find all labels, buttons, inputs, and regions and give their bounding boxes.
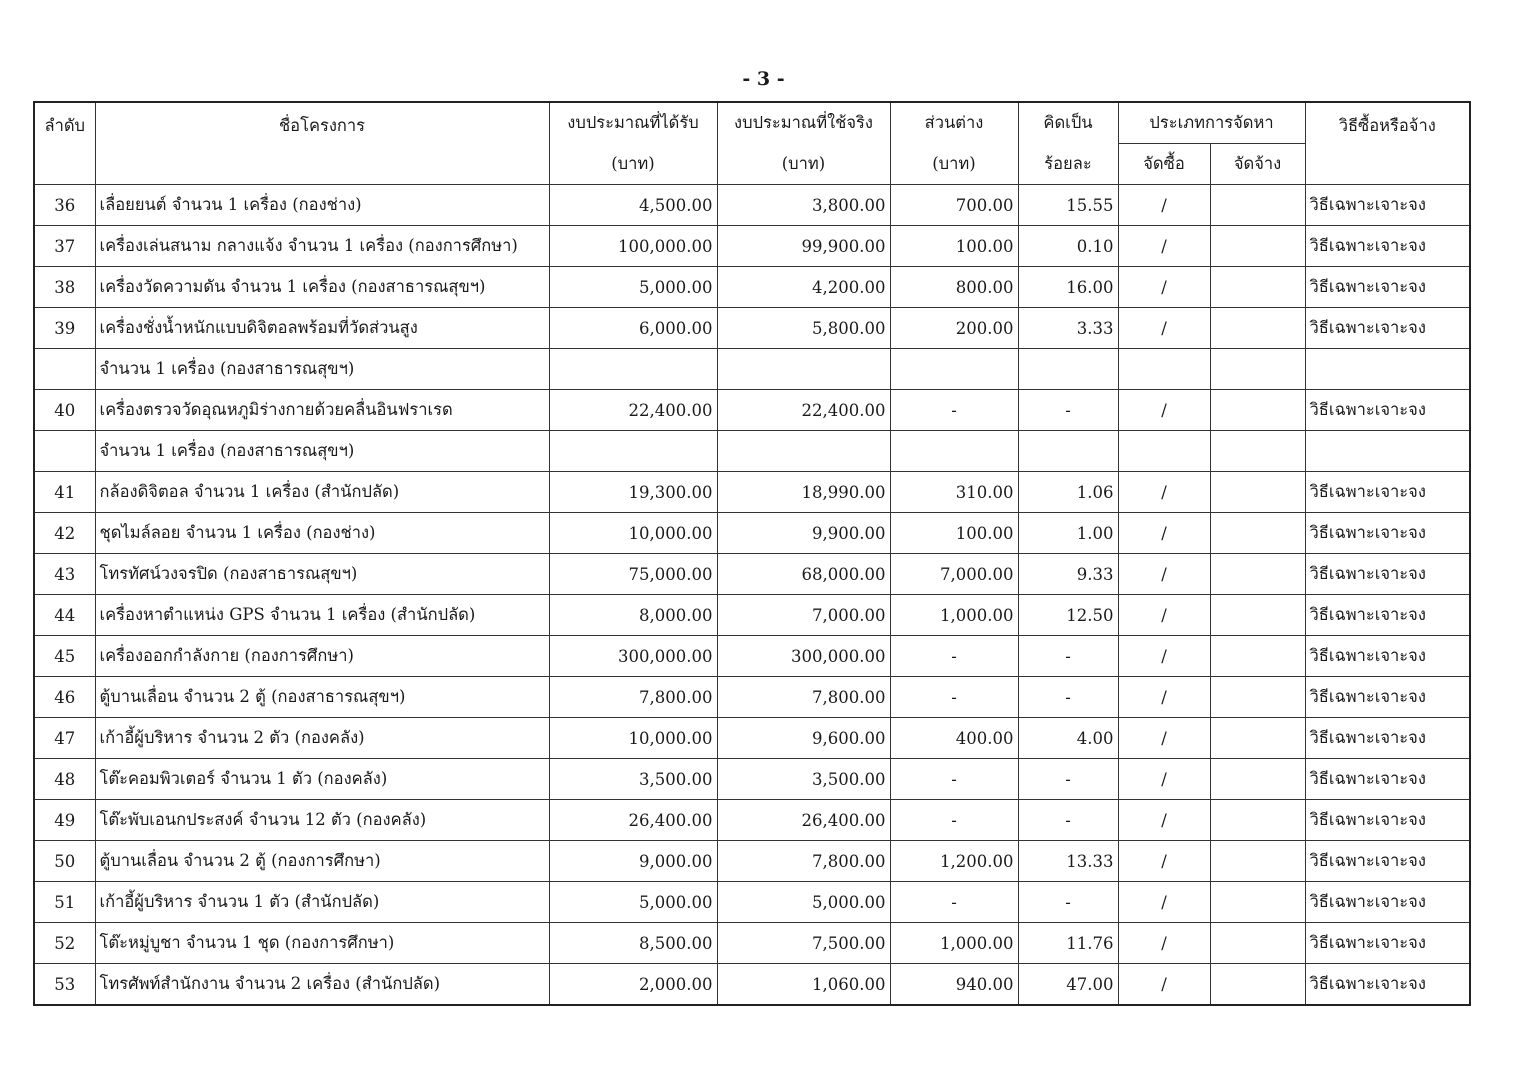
cell-project-name: จำนวน 1 เครื่อง (กองสาธารณสุขฯ) (95, 349, 549, 390)
table-row (34, 226, 1470, 267)
cell-difference (890, 431, 1018, 472)
cell-hire-mark (1210, 923, 1305, 964)
cell-percent: 12.50 (1018, 595, 1118, 636)
cell-project-name: เก้าอี้ผู้บริหาร จำนวน 2 ตัว (กองคลัง) (95, 718, 549, 759)
cell-difference: 940.00 (890, 964, 1018, 1006)
cell-no: 49 (34, 800, 95, 841)
cell-project-name: เครื่องวัดความดัน จำนวน 1 เครื่อง (กองสาธารณสุขฯ) (95, 267, 549, 308)
cell-no: 51 (34, 882, 95, 923)
table-body (34, 185, 1470, 1006)
cell-hire-mark (1210, 595, 1305, 636)
cell-percent: - (1018, 800, 1118, 841)
cell-purchase-mark: / (1118, 636, 1210, 677)
cell-purchase-mark (1118, 431, 1210, 472)
table-row (34, 513, 1470, 554)
cell-project-name: จำนวน 1 เครื่อง (กองสาธารณสุขฯ) (95, 431, 549, 472)
cell-no: 46 (34, 677, 95, 718)
cell-project-name: เลื่อยยนต์ จำนวน 1 เครื่อง (กองช่าง) (95, 185, 549, 226)
cell-method (1305, 431, 1470, 472)
cell-no: 36 (34, 185, 95, 226)
cell-no (34, 431, 95, 472)
cell-budget-received: 22,400.00 (549, 390, 717, 431)
cell-hire-mark (1210, 267, 1305, 308)
cell-percent: - (1018, 636, 1118, 677)
table-row (34, 964, 1470, 1006)
cell-project-name: โต๊ะหมู่บูชา จำนวน 1 ชุด (กองการศึกษา) (95, 923, 549, 964)
cell-percent (1018, 349, 1118, 390)
cell-purchase-mark: / (1118, 923, 1210, 964)
cell-project-name: โต๊ะพับเอนกประสงค์ จำนวน 12 ตัว (กองคลัง) (95, 800, 549, 841)
table-header (34, 102, 1470, 185)
cell-method: วิธีเฉพาะเจาะจง (1305, 595, 1470, 636)
cell-purchase-mark: / (1118, 718, 1210, 759)
cell-project-name: กล้องดิจิตอล จำนวน 1 เครื่อง (สำนักปลัด) (95, 472, 549, 513)
cell-difference: 400.00 (890, 718, 1018, 759)
table-row (34, 759, 1470, 800)
cell-difference (890, 349, 1018, 390)
header-budget-used: งบประมาณที่ใช้จริง (717, 102, 890, 144)
cell-hire-mark (1210, 636, 1305, 677)
cell-difference: 100.00 (890, 513, 1018, 554)
cell-purchase-mark: / (1118, 677, 1210, 718)
table-row (34, 390, 1470, 431)
cell-project-name: โต๊ะคอมพิวเตอร์ จำนวน 1 ตัว (กองคลัง) (95, 759, 549, 800)
cell-difference: - (890, 636, 1018, 677)
cell-method: วิธีเฉพาะเจาะจง (1305, 677, 1470, 718)
header-seq: ลำดับ (34, 102, 95, 185)
cell-no: 40 (34, 390, 95, 431)
cell-project-name: เครื่องเล่นสนาม กลางแจ้ง จำนวน 1 เครื่อง (กองการศึกษา) (95, 226, 549, 267)
header-difference-unit: (บาท) (890, 144, 1018, 185)
header-difference: ส่วนต่าง (890, 102, 1018, 144)
cell-no: 39 (34, 308, 95, 349)
cell-no: 45 (34, 636, 95, 677)
cell-no: 38 (34, 267, 95, 308)
cell-budget-used (717, 349, 890, 390)
cell-budget-used: 9,600.00 (717, 718, 890, 759)
cell-method: วิธีเฉพาะเจาะจง (1305, 554, 1470, 595)
cell-project-name: ชุดไมล์ลอย จำนวน 1 เครื่อง (กองช่าง) (95, 513, 549, 554)
cell-percent: 47.00 (1018, 964, 1118, 1006)
cell-no: 44 (34, 595, 95, 636)
cell-difference: - (890, 759, 1018, 800)
cell-hire-mark (1210, 677, 1305, 718)
cell-percent: 1.00 (1018, 513, 1118, 554)
cell-no: 48 (34, 759, 95, 800)
cell-difference: - (890, 677, 1018, 718)
cell-hire-mark (1210, 308, 1305, 349)
cell-purchase-mark: / (1118, 226, 1210, 267)
cell-purchase-mark: / (1118, 800, 1210, 841)
cell-purchase-mark: / (1118, 185, 1210, 226)
cell-no: 50 (34, 841, 95, 882)
header-purchase: จัดซื้อ (1118, 144, 1210, 185)
cell-hire-mark (1210, 349, 1305, 390)
cell-difference: 1,000.00 (890, 595, 1018, 636)
cell-percent: 1.06 (1018, 472, 1118, 513)
header-budget-received: งบประมาณที่ได้รับ (549, 102, 717, 144)
cell-method: วิธีเฉพาะเจาะจง (1305, 267, 1470, 308)
table-row (34, 185, 1470, 226)
cell-method: วิธีเฉพาะเจาะจง (1305, 513, 1470, 554)
cell-project-name: ตู้บานเลื่อน จำนวน 2 ตู้ (กองการศึกษา) (95, 841, 549, 882)
cell-percent: 16.00 (1018, 267, 1118, 308)
page-number: - 3 - (742, 68, 785, 90)
cell-difference: 200.00 (890, 308, 1018, 349)
cell-difference: 800.00 (890, 267, 1018, 308)
cell-method: วิธีเฉพาะเจาะจง (1305, 636, 1470, 677)
table-row (34, 308, 1470, 349)
cell-percent: 13.33 (1018, 841, 1118, 882)
cell-budget-received: 8,000.00 (549, 595, 717, 636)
cell-method: วิธีเฉพาะเจาะจง (1305, 185, 1470, 226)
cell-budget-used: 300,000.00 (717, 636, 890, 677)
cell-project-name: เครื่องหาตำแหน่ง GPS จำนวน 1 เครื่อง (สำนักปลัด) (95, 595, 549, 636)
cell-hire-mark (1210, 554, 1305, 595)
cell-budget-received: 75,000.00 (549, 554, 717, 595)
cell-budget-used: 7,500.00 (717, 923, 890, 964)
cell-budget-received: 10,000.00 (549, 718, 717, 759)
cell-method: วิธีเฉพาะเจาะจง (1305, 472, 1470, 513)
header-project: ชื่อโครงการ (95, 102, 549, 185)
cell-budget-received (549, 431, 717, 472)
cell-budget-used: 3,800.00 (717, 185, 890, 226)
table-row (34, 554, 1470, 595)
cell-budget-received: 3,500.00 (549, 759, 717, 800)
header-hire: จัดจ้าง (1210, 144, 1305, 185)
cell-method: วิธีเฉพาะเจาะจง (1305, 964, 1470, 1006)
cell-method: วิธีเฉพาะเจาะจง (1305, 882, 1470, 923)
cell-purchase-mark: / (1118, 267, 1210, 308)
cell-budget-used: 3,500.00 (717, 759, 890, 800)
table-row (34, 636, 1470, 677)
cell-budget-received: 4,500.00 (549, 185, 717, 226)
cell-budget-received: 5,000.00 (549, 267, 717, 308)
header-method: วิธีซื้อหรือจ้าง (1305, 102, 1470, 185)
cell-budget-used: 18,990.00 (717, 472, 890, 513)
cell-percent: 4.00 (1018, 718, 1118, 759)
cell-no: 41 (34, 472, 95, 513)
cell-hire-mark (1210, 390, 1305, 431)
cell-difference: - (890, 882, 1018, 923)
cell-method: วิธีเฉพาะเจาะจง (1305, 226, 1470, 267)
cell-budget-used: 68,000.00 (717, 554, 890, 595)
cell-method (1305, 349, 1470, 390)
header-percent: คิดเป็น (1018, 102, 1118, 144)
cell-budget-used: 26,400.00 (717, 800, 890, 841)
cell-hire-mark (1210, 513, 1305, 554)
cell-purchase-mark (1118, 349, 1210, 390)
cell-budget-received: 2,000.00 (549, 964, 717, 1006)
cell-project-name: เครื่องตรวจวัดอุณหภูมิร่างกายด้วยคลื่นอินฟราเรด (95, 390, 549, 431)
cell-no (34, 349, 95, 390)
table-row (34, 718, 1470, 759)
cell-difference: 1,200.00 (890, 841, 1018, 882)
cell-budget-received: 8,500.00 (549, 923, 717, 964)
cell-purchase-mark: / (1118, 513, 1210, 554)
cell-percent: 11.76 (1018, 923, 1118, 964)
cell-budget-used: 9,900.00 (717, 513, 890, 554)
cell-method: วิธีเฉพาะเจาะจง (1305, 841, 1470, 882)
cell-method: วิธีเฉพาะเจาะจง (1305, 308, 1470, 349)
cell-budget-received: 7,800.00 (549, 677, 717, 718)
cell-purchase-mark: / (1118, 472, 1210, 513)
cell-project-name: เก้าอี้ผู้บริหาร จำนวน 1 ตัว (สำนักปลัด) (95, 882, 549, 923)
cell-percent (1018, 431, 1118, 472)
cell-purchase-mark: / (1118, 308, 1210, 349)
table-row (34, 923, 1470, 964)
cell-method: วิธีเฉพาะเจาะจง (1305, 923, 1470, 964)
cell-project-name: โทรศัพท์สำนักงาน จำนวน 2 เครื่อง (สำนักปลัด) (95, 964, 549, 1006)
cell-purchase-mark: / (1118, 554, 1210, 595)
cell-difference: 1,000.00 (890, 923, 1018, 964)
header-budget-received-unit: (บาท) (549, 144, 717, 185)
cell-budget-received: 19,300.00 (549, 472, 717, 513)
cell-budget-used: 7,800.00 (717, 841, 890, 882)
cell-budget-received: 10,000.00 (549, 513, 717, 554)
cell-difference: - (890, 800, 1018, 841)
cell-percent: 0.10 (1018, 226, 1118, 267)
table-row (34, 882, 1470, 923)
cell-hire-mark (1210, 185, 1305, 226)
header-procurement-type: ประเภทการจัดหา (1118, 102, 1305, 144)
cell-hire-mark (1210, 226, 1305, 267)
cell-no: 37 (34, 226, 95, 267)
cell-hire-mark (1210, 800, 1305, 841)
cell-budget-used: 22,400.00 (717, 390, 890, 431)
cell-budget-used: 7,000.00 (717, 595, 890, 636)
cell-budget-used: 4,200.00 (717, 267, 890, 308)
cell-purchase-mark: / (1118, 841, 1210, 882)
cell-budget-received: 26,400.00 (549, 800, 717, 841)
cell-method: วิธีเฉพาะเจาะจง (1305, 390, 1470, 431)
cell-project-name: เครื่องออกกำลังกาย (กองการศึกษา) (95, 636, 549, 677)
cell-hire-mark (1210, 759, 1305, 800)
cell-difference: 7,000.00 (890, 554, 1018, 595)
cell-percent: 15.55 (1018, 185, 1118, 226)
cell-no: 53 (34, 964, 95, 1006)
cell-budget-used: 5,000.00 (717, 882, 890, 923)
cell-method: วิธีเฉพาะเจาะจง (1305, 800, 1470, 841)
cell-hire-mark (1210, 718, 1305, 759)
cell-percent: - (1018, 677, 1118, 718)
cell-purchase-mark: / (1118, 882, 1210, 923)
cell-percent: 3.33 (1018, 308, 1118, 349)
cell-difference: 100.00 (890, 226, 1018, 267)
cell-budget-received: 9,000.00 (549, 841, 717, 882)
cell-purchase-mark: / (1118, 964, 1210, 1006)
table-row (34, 267, 1470, 308)
cell-difference: 700.00 (890, 185, 1018, 226)
cell-purchase-mark: / (1118, 595, 1210, 636)
cell-no: 47 (34, 718, 95, 759)
cell-project-name: โทรทัศน์วงจรปิด (กองสาธารณสุขฯ) (95, 554, 549, 595)
table-row (34, 431, 1470, 472)
cell-budget-received: 300,000.00 (549, 636, 717, 677)
cell-hire-mark (1210, 431, 1305, 472)
table-row (34, 595, 1470, 636)
cell-no: 42 (34, 513, 95, 554)
cell-budget-used: 1,060.00 (717, 964, 890, 1006)
table-row (34, 472, 1470, 513)
cell-hire-mark (1210, 882, 1305, 923)
cell-purchase-mark: / (1118, 759, 1210, 800)
cell-percent: 9.33 (1018, 554, 1118, 595)
table-row (34, 800, 1470, 841)
table-row (34, 349, 1470, 390)
cell-budget-used: 99,900.00 (717, 226, 890, 267)
cell-hire-mark (1210, 841, 1305, 882)
cell-method: วิธีเฉพาะเจาะจง (1305, 718, 1470, 759)
table-row (34, 841, 1470, 882)
cell-budget-received: 6,000.00 (549, 308, 717, 349)
cell-hire-mark (1210, 472, 1305, 513)
cell-budget-received: 100,000.00 (549, 226, 717, 267)
cell-purchase-mark: / (1118, 390, 1210, 431)
cell-project-name: ตู้บานเลื่อน จำนวน 2 ตู้ (กองสาธารณสุขฯ) (95, 677, 549, 718)
cell-no: 43 (34, 554, 95, 595)
cell-method: วิธีเฉพาะเจาะจง (1305, 759, 1470, 800)
cell-budget-used: 7,800.00 (717, 677, 890, 718)
header-budget-used-unit: (บาท) (717, 144, 890, 185)
cell-percent: - (1018, 390, 1118, 431)
table-row (34, 677, 1470, 718)
cell-budget-received: 5,000.00 (549, 882, 717, 923)
cell-difference: 310.00 (890, 472, 1018, 513)
cell-project-name: เครื่องชั่งน้ำหนักแบบดิจิตอลพร้อมที่วัดส่วนสูง (95, 308, 549, 349)
cell-budget-used: 5,800.00 (717, 308, 890, 349)
cell-percent: - (1018, 882, 1118, 923)
cell-no: 52 (34, 923, 95, 964)
procurement-table (33, 101, 1471, 1006)
cell-hire-mark (1210, 964, 1305, 1006)
cell-difference: - (890, 390, 1018, 431)
cell-budget-used (717, 431, 890, 472)
cell-budget-received (549, 349, 717, 390)
header-percent-unit: ร้อยละ (1018, 144, 1118, 185)
cell-percent: - (1018, 759, 1118, 800)
